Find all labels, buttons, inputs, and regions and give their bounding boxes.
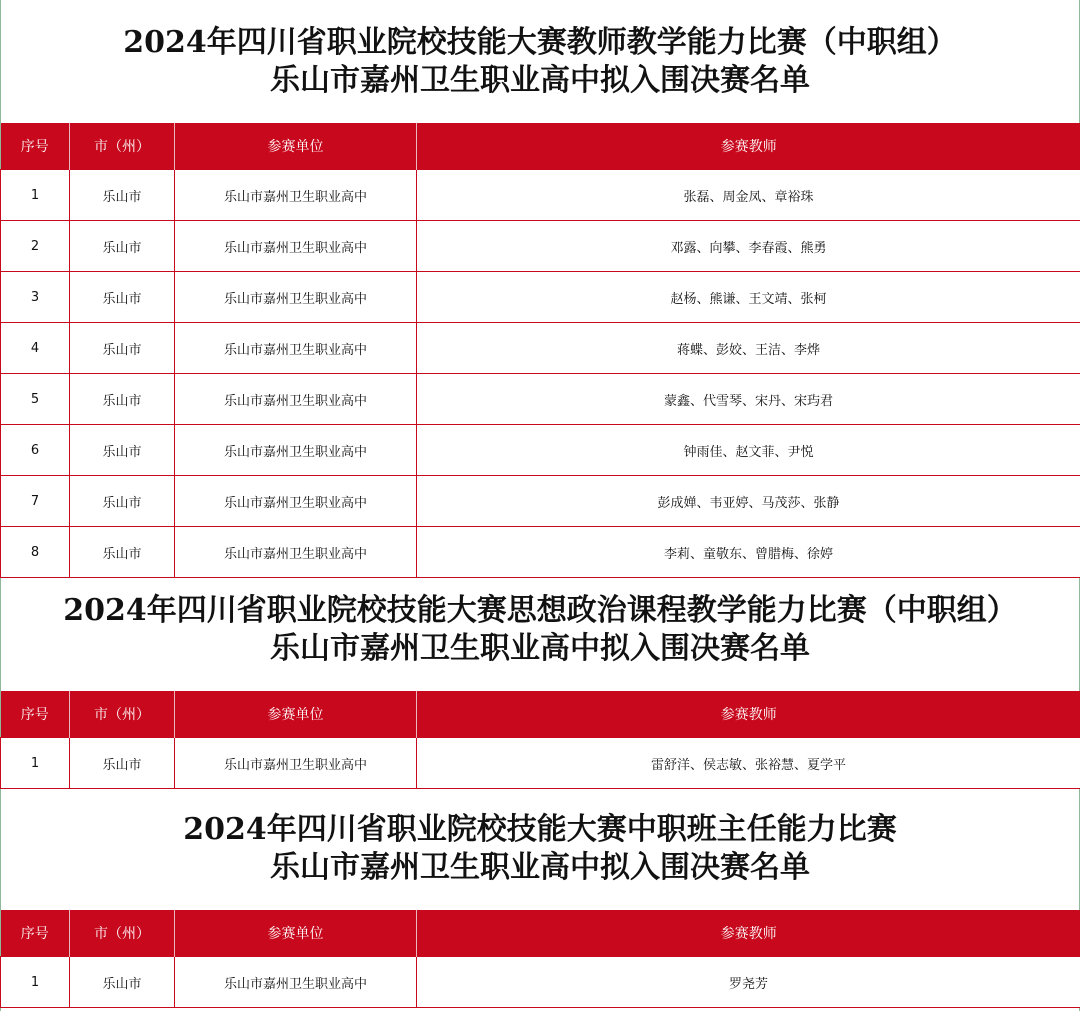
cell-seq: 4 [1, 323, 70, 374]
header-city: 市（州） [70, 123, 175, 170]
table-header-row [1, 123, 1080, 170]
header-unit: 参赛单位 [175, 123, 417, 170]
cell-city: 乐山市 [70, 957, 175, 1008]
cell-city: 乐山市 [70, 221, 175, 272]
table-row [1, 476, 1080, 527]
cell-teachers: 蒙鑫、代雪琴、宋丹、宋玙君 [417, 374, 1080, 425]
cell-unit: 乐山市嘉州卫生职业高中 [175, 476, 417, 527]
cell-seq: 3 [1, 272, 70, 323]
section-title-line1: 2024年四川省职业院校技能大赛思想政治课程教学能力比赛（中职组） [63, 593, 1017, 628]
cell-teachers: 钟雨佳、赵文菲、尹悦 [417, 425, 1080, 476]
cell-seq: 2 [1, 221, 70, 272]
cell-teachers: 罗尧芳 [417, 957, 1080, 1008]
finalist-table-1 [0, 123, 1080, 578]
finalist-table-3 [0, 910, 1080, 1008]
cell-unit: 乐山市嘉州卫生职业高中 [175, 957, 417, 1008]
cell-city: 乐山市 [70, 476, 175, 527]
section-title-line1: 2024年四川省职业院校技能大赛教师教学能力比赛（中职组） [123, 25, 957, 60]
cell-city: 乐山市 [70, 323, 175, 374]
table-row [1, 527, 1080, 578]
cell-city: 乐山市 [70, 527, 175, 578]
table-row [1, 272, 1080, 323]
cell-unit: 乐山市嘉州卫生职业高中 [175, 272, 417, 323]
cell-teachers: 赵杨、熊谦、王文靖、张柯 [417, 272, 1080, 323]
table-row [1, 425, 1080, 476]
cell-seq: 1 [1, 170, 70, 221]
section-title-1 [0, 24, 1080, 100]
cell-unit: 乐山市嘉州卫生职业高中 [175, 374, 417, 425]
header-teachers: 参赛教师 [417, 910, 1080, 957]
section-title-2 [0, 592, 1080, 668]
cell-city: 乐山市 [70, 425, 175, 476]
cell-seq: 1 [1, 957, 70, 1008]
cell-city: 乐山市 [70, 738, 175, 789]
cell-seq: 1 [1, 738, 70, 789]
table-row [1, 738, 1080, 789]
section-title-3 [0, 811, 1080, 887]
cell-teachers: 雷舒洋、侯志敏、张裕慧、夏学平 [417, 738, 1080, 789]
cell-unit: 乐山市嘉州卫生职业高中 [175, 323, 417, 374]
table-row [1, 170, 1080, 221]
table-header-row [1, 691, 1080, 738]
header-city: 市（州） [70, 910, 175, 957]
header-seq: 序号 [1, 910, 70, 957]
cell-seq: 5 [1, 374, 70, 425]
cell-seq: 6 [1, 425, 70, 476]
cell-city: 乐山市 [70, 374, 175, 425]
cell-teachers: 张磊、周金凤、章裕珠 [417, 170, 1080, 221]
table-row [1, 374, 1080, 425]
section-title-line2: 乐山市嘉州卫生职业高中拟入围决赛名单 [270, 850, 810, 885]
section-title-line2: 乐山市嘉州卫生职业高中拟入围决赛名单 [270, 63, 810, 98]
header-seq: 序号 [1, 691, 70, 738]
cell-teachers: 彭成婵、韦亚婷、马茂莎、张静 [417, 476, 1080, 527]
section-title-line1: 2024年四川省职业院校技能大赛中职班主任能力比赛 [183, 812, 897, 847]
header-unit: 参赛单位 [175, 691, 417, 738]
table-header-row [1, 910, 1080, 957]
cell-unit: 乐山市嘉州卫生职业高中 [175, 425, 417, 476]
cell-unit: 乐山市嘉州卫生职业高中 [175, 738, 417, 789]
cell-teachers: 邓露、向攀、李春霞、熊勇 [417, 221, 1080, 272]
cell-unit: 乐山市嘉州卫生职业高中 [175, 170, 417, 221]
header-unit: 参赛单位 [175, 910, 417, 957]
cell-unit: 乐山市嘉州卫生职业高中 [175, 527, 417, 578]
cell-city: 乐山市 [70, 170, 175, 221]
table-row [1, 957, 1080, 1008]
table-row [1, 323, 1080, 374]
header-teachers: 参赛教师 [417, 691, 1080, 738]
cell-unit: 乐山市嘉州卫生职业高中 [175, 221, 417, 272]
cell-teachers: 李莉、童敬东、曾腊梅、徐婷 [417, 527, 1080, 578]
cell-seq: 8 [1, 527, 70, 578]
header-city: 市（州） [70, 691, 175, 738]
section-title-line2: 乐山市嘉州卫生职业高中拟入围决赛名单 [270, 631, 810, 666]
header-teachers: 参赛教师 [417, 123, 1080, 170]
cell-teachers: 蒋蝶、彭姣、王洁、李烨 [417, 323, 1080, 374]
cell-city: 乐山市 [70, 272, 175, 323]
table-row [1, 221, 1080, 272]
header-seq: 序号 [1, 123, 70, 170]
finalist-table-2 [0, 691, 1080, 789]
cell-seq: 7 [1, 476, 70, 527]
